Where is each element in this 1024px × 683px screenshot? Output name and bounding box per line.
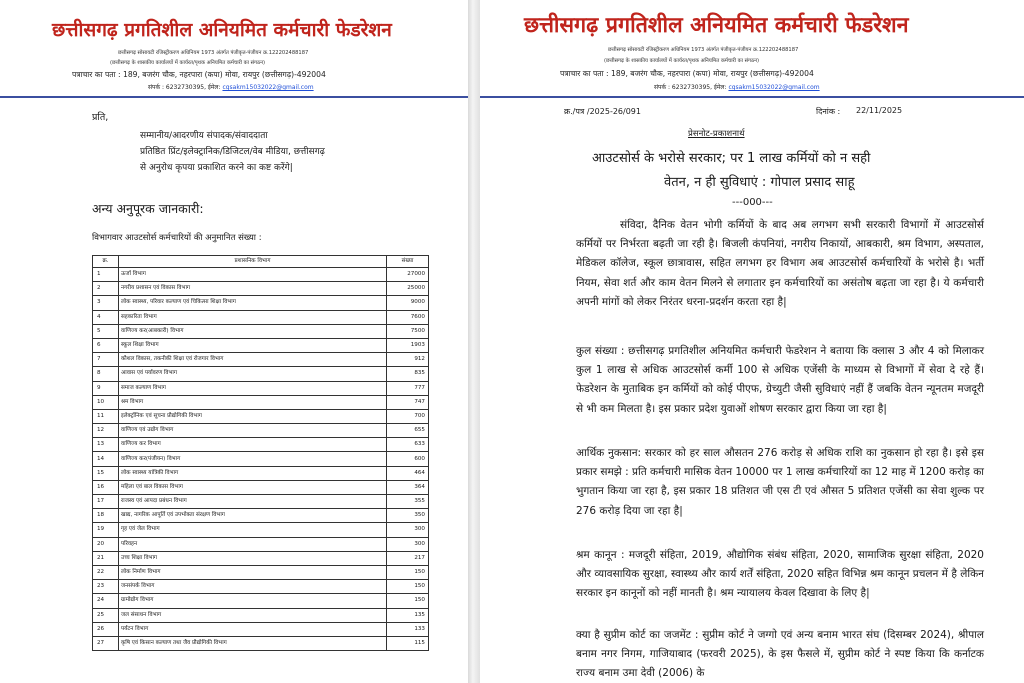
header-count: संख्या — [387, 256, 429, 268]
cell-department: गृह एवं जेल विभाग — [119, 523, 387, 537]
cell-serial: 13 — [93, 438, 119, 452]
table-row — [93, 282, 429, 296]
cell-serial: 9 — [93, 381, 119, 395]
cell-count: 700 — [387, 409, 429, 423]
table-caption: विभागवार आउटसोर्स कर्मचारियों की अनुमानित संख्या : — [92, 233, 262, 243]
department-table — [92, 255, 429, 651]
cell-count: 217 — [387, 551, 429, 565]
contact-line — [148, 83, 314, 91]
org-name-heading: छत्तीसगढ़ प्रगतिशील अनियमित कर्मचारी फेडरेशन — [524, 13, 909, 38]
cell-serial: 10 — [93, 395, 119, 409]
paragraph-1: संविदा, दैनिक वेतन भोगी कर्मियों के बाद अब लगभग सभी सरकारी विभागों में आउटसोर्स कर्मियों पर निर्भरता बढ़ती जा रही है। बिजली कंपनियां, नगरीय निकायों, आबकारी, श्रम विभाग, अस्पताल, मेडिकल कॉलेज, स्कूल छात्रावास, सहित लगभग हर विभाग अब आउटसोर्स कर्मचारियों के भरोसे है। भर्ती नियम, सेवा शर्त और काम वेतन मिलने से लगातार इन कर्मचारियों का असंतोष बढ़ता जा रहा है। ये कर्मचारी अपनी मांगों को लेकर निरंतर धरना-प्रदर्शन करता रहा है| — [576, 219, 984, 308]
table-row — [93, 310, 429, 324]
cell-department: नगरीय प्रशासन एवं विकास विभाग — [119, 282, 387, 296]
cell-serial: 23 — [93, 580, 119, 594]
cell-department: महिला एवं बाल विकास विभाग — [119, 480, 387, 494]
header-department: प्रशासनिक विभाग — [119, 256, 387, 268]
table-row — [93, 495, 429, 509]
table-row — [93, 268, 429, 282]
table-row — [93, 480, 429, 494]
cell-department: कौशल विकास, तकनीकी शिक्षा एवं रोजगार विभाग — [119, 353, 387, 367]
contact-line — [654, 83, 820, 91]
cell-department: खाद्य, नागरिक आपूर्ति एवं उपभोक्ता संरक्षण विभाग — [119, 509, 387, 523]
cell-department: परिवहन — [119, 537, 387, 551]
to-line-2: प्रतिष्ठित प्रिंट/इलेक्ट्रानिक/डिजिटल/वेब मीडिया, छत्तीसगढ़ — [140, 147, 325, 157]
table-row — [93, 594, 429, 608]
cell-count: 135 — [387, 608, 429, 622]
cell-serial: 21 — [93, 551, 119, 565]
cell-department: स्कूल शिक्षा विभाग — [119, 338, 387, 352]
cell-count: 115 — [387, 636, 429, 650]
email-link[interactable]: cgsakm15032022@gmail.com — [222, 84, 314, 91]
table-row — [93, 466, 429, 480]
table-row — [93, 523, 429, 537]
cell-count: 1903 — [387, 338, 429, 352]
cell-serial: 11 — [93, 409, 119, 423]
table-row — [93, 338, 429, 352]
cell-department: जल संसाधन विभाग — [119, 608, 387, 622]
to-line-1: सम्मानीय/आदरणीय संपादक/संवाददाता — [140, 131, 268, 141]
cell-serial: 8 — [93, 367, 119, 381]
table-header-row — [93, 256, 429, 268]
org-name-heading: छत्तीसगढ़ प्रगतिशील अनियमित कर्मचारी फेडरेशन — [52, 19, 392, 41]
cell-serial: 16 — [93, 480, 119, 494]
postal-address: पत्राचार का पता : 189, बजरंग चौक, नहरपारा (कपा) मोवा, रायपुर (छत्तीसगढ़)-492004 — [560, 69, 814, 78]
cell-count: 835 — [387, 367, 429, 381]
cell-serial: 6 — [93, 338, 119, 352]
header-serial: क्र. — [93, 256, 119, 268]
cell-count: 133 — [387, 622, 429, 636]
cell-count: 7500 — [387, 324, 429, 338]
table-row — [93, 565, 429, 579]
cell-department: उच्च शिक्षा विभाग — [119, 551, 387, 565]
cell-department: वाणिज्य कर(आबकारी) विभाग — [119, 324, 387, 338]
cell-count: 464 — [387, 466, 429, 480]
paragraph-4: श्रम कानून : मजदूरी संहिता, 2019, औद्योगिक संबंध संहिता, 2020, सामाजिक सुरक्षा संहिता, 2020 और व्यावसायिक सुरक्षा, स्वास्थ्य और कार्य शर्तें संहिता, 2020 सहित विभिन्न श्रम कानून प्रचलन में है लेकिन सरकार इन कानूनों को नहीं मानती है। श्रम न्यायालय केवल दिखावा के लिए है| — [576, 549, 984, 600]
table-row — [93, 296, 429, 310]
to-line-3: से अनुरोध कृपया प्रकाशित करने का कष्ट करेंगे| — [140, 163, 293, 173]
contact-prefix: संपर्क : 6232730395, ईमेल: — [654, 84, 727, 91]
cell-department: पर्यटन विभाग — [119, 622, 387, 636]
supplementary-heading: अन्य अनुपूरक जानकारी: — [92, 201, 204, 216]
table-row — [93, 551, 429, 565]
contact-prefix: संपर्क : 6232730395, ईमेल: — [148, 84, 221, 91]
table-row — [93, 622, 429, 636]
letterhead-divider — [0, 96, 468, 98]
cell-department: आवास एवं पर्यावरण विभाग — [119, 367, 387, 381]
table-row — [93, 424, 429, 438]
cell-serial: 22 — [93, 565, 119, 579]
cell-department: ग्रामोद्योग विभाग — [119, 594, 387, 608]
cell-department: लोक स्वास्थ्य, परिवार कल्याण एवं चिकित्सा शिक्षा विभाग — [119, 296, 387, 310]
table-row — [93, 608, 429, 622]
cell-serial: 3 — [93, 296, 119, 310]
cell-department: समाज कल्याण विभाग — [119, 381, 387, 395]
cell-department: जनसंपर्क विभाग — [119, 580, 387, 594]
date-value: 22/11/2025 — [856, 106, 903, 115]
cell-department: लोक स्वास्थ्य यांत्रिकी विभाग — [119, 466, 387, 480]
cell-serial: 25 — [93, 608, 119, 622]
table-row — [93, 381, 429, 395]
cell-serial: 15 — [93, 466, 119, 480]
cell-count: 655 — [387, 424, 429, 438]
table-row — [93, 452, 429, 466]
table-row — [93, 367, 429, 381]
table-row — [93, 395, 429, 409]
postal-address: पत्राचार का पता : 189, बजरंग चौक, नहरपारा (कपा) मोवा, रायपुर (छत्तीसगढ़)-492004 — [72, 70, 326, 79]
paragraph-2: कुल संख्या : छत्तीसगढ़ प्रगतिशील अनियमित कर्मचारी फेडरेशन ने बताया कि क्लास 3 और 4 को मिलाकर कुल 1 लाख से अधिक आउटसोर्स कर्मी 100 से अधिक एजेंसी के माध्यम से विभागों में सेवा दे रहे हैं। फेडरेशन के मुताबिक इन कर्मियों को कोई पीएफ, ग्रेच्युटी जैसी सुविधाएं नहीं हैं जबकि वेतन न्यूनतम मजदूरी से भी कम मिलता है। इस प्रकार प्रदेश युवाओं शोषण सरकार द्वारा किया जा रहा है| — [576, 345, 984, 415]
cell-serial: 4 — [93, 310, 119, 324]
table-row — [93, 509, 429, 523]
cell-department: ऊर्जा विभाग — [119, 268, 387, 282]
table-row — [93, 409, 429, 423]
table-row — [93, 324, 429, 338]
cell-count: 355 — [387, 495, 429, 509]
table-row — [93, 537, 429, 551]
separator: ---000--- — [732, 197, 773, 208]
cell-count: 912 — [387, 353, 429, 367]
cell-serial: 12 — [93, 424, 119, 438]
right-page — [480, 0, 1024, 683]
cell-department: वाणिज्य कर विभाग — [119, 438, 387, 452]
left-page — [0, 0, 468, 683]
cell-department: सहकारिता विभाग — [119, 310, 387, 324]
paragraph-5: क्या है सुप्रीम कोर्ट का जजमेंट : सुप्रीम कोर्ट ने जग्गो एवं अन्य बनाम भारत संघ (दिसम्बर 2024), श्रीपाल बनाम नगर निगम, गाजियाबाद (फरवरी 2025), के इस फैसले में, सुप्रीम कोर्ट ने स्पष्ट किया कि कर्नाटक राज्य बनाम उमा देवी (2006) के — [576, 629, 984, 680]
cell-department: कृषि एवं किसान कल्याण तथा जैव प्रौद्योगिकी विभाग — [119, 636, 387, 650]
org-subtitle: (छत्तीसगढ़ के शासकीय कार्यालयों में कार्यरत/पृथक अनियमित कर्मचारी का संगठन) — [604, 58, 759, 64]
to-label: प्रति, — [92, 112, 109, 123]
cell-count: 300 — [387, 523, 429, 537]
cell-serial: 20 — [93, 537, 119, 551]
cell-count: 350 — [387, 509, 429, 523]
date-label: दिनांक : — [816, 107, 841, 116]
cell-serial: 7 — [93, 353, 119, 367]
headline-line-1: आउटसोर्स के भरोसे सरकार; पर 1 लाख कर्मियों को न सही — [592, 151, 871, 166]
table-row — [93, 438, 429, 452]
org-subtitle: (छत्तीसगढ़ के शासकीय कार्यालयों में कार्यरत/पृथक अनियमित कर्मचारी का संगठन) — [110, 60, 265, 66]
table-row — [93, 580, 429, 594]
cell-department: लोक निर्माण विभाग — [119, 565, 387, 579]
cell-department: इलेक्ट्रॉनिक एवं सूचना प्रौद्योगिकी विभाग — [119, 409, 387, 423]
email-link[interactable]: cgsakm15032022@gmail.com — [728, 84, 820, 91]
table-row — [93, 636, 429, 650]
press-note-label: प्रेसनोट-प्रकाशनार्थ — [688, 129, 745, 139]
reference-number: क्र./पत्र /2025-26/091 — [564, 107, 641, 116]
cell-serial: 17 — [93, 495, 119, 509]
cell-serial: 1 — [93, 268, 119, 282]
table-row — [93, 353, 429, 367]
cell-count: 777 — [387, 381, 429, 395]
cell-serial: 18 — [93, 509, 119, 523]
paragraph-3: आर्थिक नुकसान: सरकार को हर साल औसतन 276 करोड़ से अधिक राशि का नुकसान हो रहा है। इसे इस प्रकार समझे : प्रति कर्मचारी मासिक वेतन 10000 पर 1 लाख कर्मचारियों का 12 माह में 1200 करोड़ का भुगतान किया जा रहा है, इस प्रकार 18 प्रतिशत जी एस टी एवं औसत 5 प्रतिशत एजेंसी का सेवा शुल्क पर 276 करोड़ दिया जा रहा है| — [576, 447, 984, 517]
cell-count: 9000 — [387, 296, 429, 310]
cell-serial: 26 — [93, 622, 119, 636]
cell-count: 27000 — [387, 268, 429, 282]
cell-department: श्रम विभाग — [119, 395, 387, 409]
cell-department: राजस्व एवं आपदा प्रबंधन विभाग — [119, 495, 387, 509]
cell-count: 150 — [387, 580, 429, 594]
cell-count: 150 — [387, 565, 429, 579]
registration-line: छत्तीसगढ़ सोसायटी रजिस्ट्रीकरण अधिनियम 1973 अंतर्गत पंजीकृत-पंजीयन क्र.122202488187 — [118, 50, 309, 56]
cell-serial: 24 — [93, 594, 119, 608]
cell-count: 150 — [387, 594, 429, 608]
cell-count: 364 — [387, 480, 429, 494]
cell-count: 25000 — [387, 282, 429, 296]
cell-serial: 5 — [93, 324, 119, 338]
page-gutter — [468, 0, 480, 683]
cell-count: 633 — [387, 438, 429, 452]
cell-count: 7600 — [387, 310, 429, 324]
cell-serial: 2 — [93, 282, 119, 296]
cell-serial: 27 — [93, 636, 119, 650]
cell-department: वाणिज्य एवं उद्योग विभाग — [119, 424, 387, 438]
cell-count: 600 — [387, 452, 429, 466]
cell-serial: 14 — [93, 452, 119, 466]
cell-count: 300 — [387, 537, 429, 551]
registration-line: छत्तीसगढ़ सोसायटी रजिस्ट्रीकरण अधिनियम 1973 अंतर्गत पंजीकृत-पंजीयन क्र.122202488187 — [608, 47, 799, 53]
letterhead-divider — [480, 96, 1024, 98]
cell-serial: 19 — [93, 523, 119, 537]
cell-department: वाणिज्य कर(पंजीयन) विभाग — [119, 452, 387, 466]
cell-count: 747 — [387, 395, 429, 409]
table-body — [93, 268, 429, 651]
headline-line-2: वेतन, न ही सुविधाएं : गोपाल प्रसाद साहू — [664, 175, 855, 190]
